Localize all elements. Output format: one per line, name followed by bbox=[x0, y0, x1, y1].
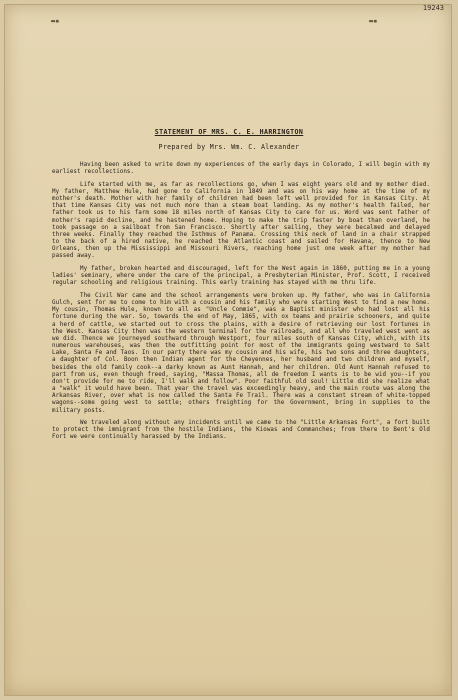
paragraph-intro: Having been asked to write down my experiences of the early days in Colorado, I will begin with my earliest recollections. bbox=[52, 162, 430, 176]
staple-mark: ▬▪ bbox=[369, 17, 378, 25]
paragraph-journey: The Civil War came and the school arrangements were broken up. My father, who was in California Gulch, sent for me to come to him with a cousin and his family who were starting West to find a new home. My cousin, Thomas Hule, known to all as "Uncle Commie", was a Baptist minister who had lost all his fortune during the war. So, towards the end of May, 1865, with ox teams and prairie schooners, and quite a herd of cattle, we started out to cross the plains, with a desire of retrieving our lost fortunes in the West. Kansas City then was the western terminal for the railroads, and all who traveled west went as we did. Thence we journeyed southward through Westport, four miles south of Kansas City, which, with its numerous warehouses, was then the outfitting point for most of the immigrants going westward to Salt Lake, Santa Fe and Taos. In our party there was my cousin and his wife, his two sons and three daughters, a daughter of Col. Boon then Indian agent for the Cheyennes, her husband and two children and myself, besides the old family cook--a darky known as Aunt Hannah, and her children. Old Aunt Hannah refused to part from us, even though freed, saying, "Massa Thomas, all de freedom I wants is to be wid you--if you don't provide for me to ride, I'll walk and follow". Poor faithful old soul! Little did she realize what a "walk" it would have been. That year the travel was exceedingly heavy, and the main route was along the Arkansas River, over what is now called the Santa Fe Trail. There was a constant stream of white-topped wagons--some going west to settle; others freighting for the Government, bring in supplies to the military posts. bbox=[52, 293, 430, 414]
document-title: STATEMENT OF MRS. C. E. HARRINGTON bbox=[154, 128, 304, 136]
document-number: 19243 bbox=[422, 4, 444, 12]
paragraph-seminary: My father, broken hearted and discouraged, left for the West again in 1860, putting me in a young ladies' seminary, where under the care of the principal, a Presbyterian Minister, Prof. Scott, I received regular schooling and religious training. This early training has stayed with me thru life. bbox=[52, 266, 430, 287]
paragraph-childhood: Life started with me, as far as recollections go, when I was eight years old and my mother died. My father, Matthew Hule, had gone to California in 1849 and was on his way home at the time of my mother's death. Mother with her family of children had been left well provided for in Kansas City. At that time Kansas City was not much more than a steam boat landing. As my mother's health failed, her father took us to his farm some 18 miles north of Kansas City to care for us. Word was sent father of mother's rapid decline, and he hastened home. Hoping to make the trip faster by boat than overland, he took passage on a sailboat from San Francisco. Shortly after sailing, they were becalmed and delayed three weeks. Finally they reached the Isthmus of Panama. Crossing this neck of land in a chair strapped to the back of a hired native, he reached the Atlantic coast and sailed for Havana, thence to New Orleans, then up the Mississippi and Missouri Rivers, reaching home just one week after my mother had passed away. bbox=[52, 181, 430, 260]
document-body bbox=[52, 162, 430, 447]
staple-mark: ▬▪ bbox=[51, 17, 60, 25]
paragraph-fort: We traveled along without any incidents until we came to the "Little Arkansas Fort", a fort built to protect the immigrant from the hostile Indians, the Kiowas and Commanches; from there to Bent's Old Fort we were continually harassed by the Indians. bbox=[52, 420, 430, 441]
document-subtitle: Prepared by Mrs. Wm. C. Alexander bbox=[158, 143, 300, 151]
